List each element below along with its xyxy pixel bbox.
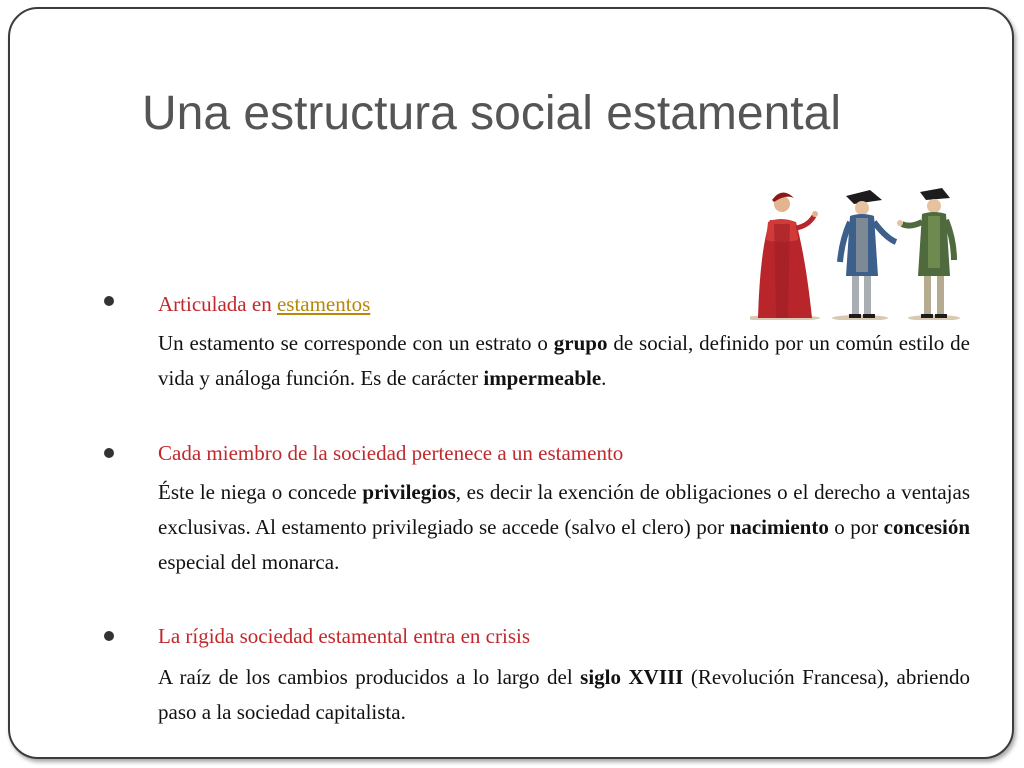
bold-term: siglo XVIII — [580, 665, 684, 689]
paragraph-text: , es decir la exención de obligaciones o el derecho a ventajas exclusivas. Al estamento privilegiado se accede (salvo el clero) por — [158, 480, 970, 539]
bold-term: impermeable — [483, 366, 602, 390]
slide-title: Una estructura social estamental — [142, 87, 841, 140]
bullet-heading-miembro: Cada miembro de la sociedad pertenece a un estamento — [158, 441, 624, 465]
estates-illustration — [750, 180, 968, 320]
bullet-paragraph — [158, 475, 970, 580]
bold-term: grupo — [553, 331, 608, 355]
bold-term: nacimiento — [729, 515, 829, 539]
paragraph-text: . — [601, 366, 607, 390]
estamentos-link[interactable]: estamentos — [276, 292, 371, 316]
bullet-heading-text: Articulada en — [158, 292, 277, 316]
paragraph-text: o por — [828, 515, 884, 539]
paragraph-text: (Revolución Francesa), abriendo paso a la sociedad capitalista. — [158, 665, 970, 724]
bullet-paragraph — [158, 660, 970, 730]
bold-term: concesión — [883, 515, 970, 539]
bullet-paragraph — [158, 326, 970, 396]
paragraph-text: Un estamento se corresponde con un estrato o — [158, 331, 554, 355]
noble-figure — [832, 190, 896, 320]
paragraph-text: A raíz de los cambios producidos a lo largo del — [158, 665, 581, 689]
bullet-heading-crisis: La rígida sociedad estamental entra en crisis — [158, 624, 531, 648]
bullet-heading-estamentos — [158, 290, 370, 318]
clergy-figure — [750, 192, 820, 320]
bullet-dot — [104, 631, 114, 641]
bold-term: privilegios — [362, 480, 456, 504]
paragraph-text: de social, definido por un común estilo de vida y análoga función. Es de carácter — [158, 331, 970, 390]
commoner-figure — [897, 188, 960, 320]
bullet-dot — [104, 448, 114, 458]
paragraph-text: Éste le niega o concede — [158, 480, 363, 504]
paragraph-text: especial del monarca. — [158, 550, 340, 574]
bullet-dot — [104, 296, 114, 306]
